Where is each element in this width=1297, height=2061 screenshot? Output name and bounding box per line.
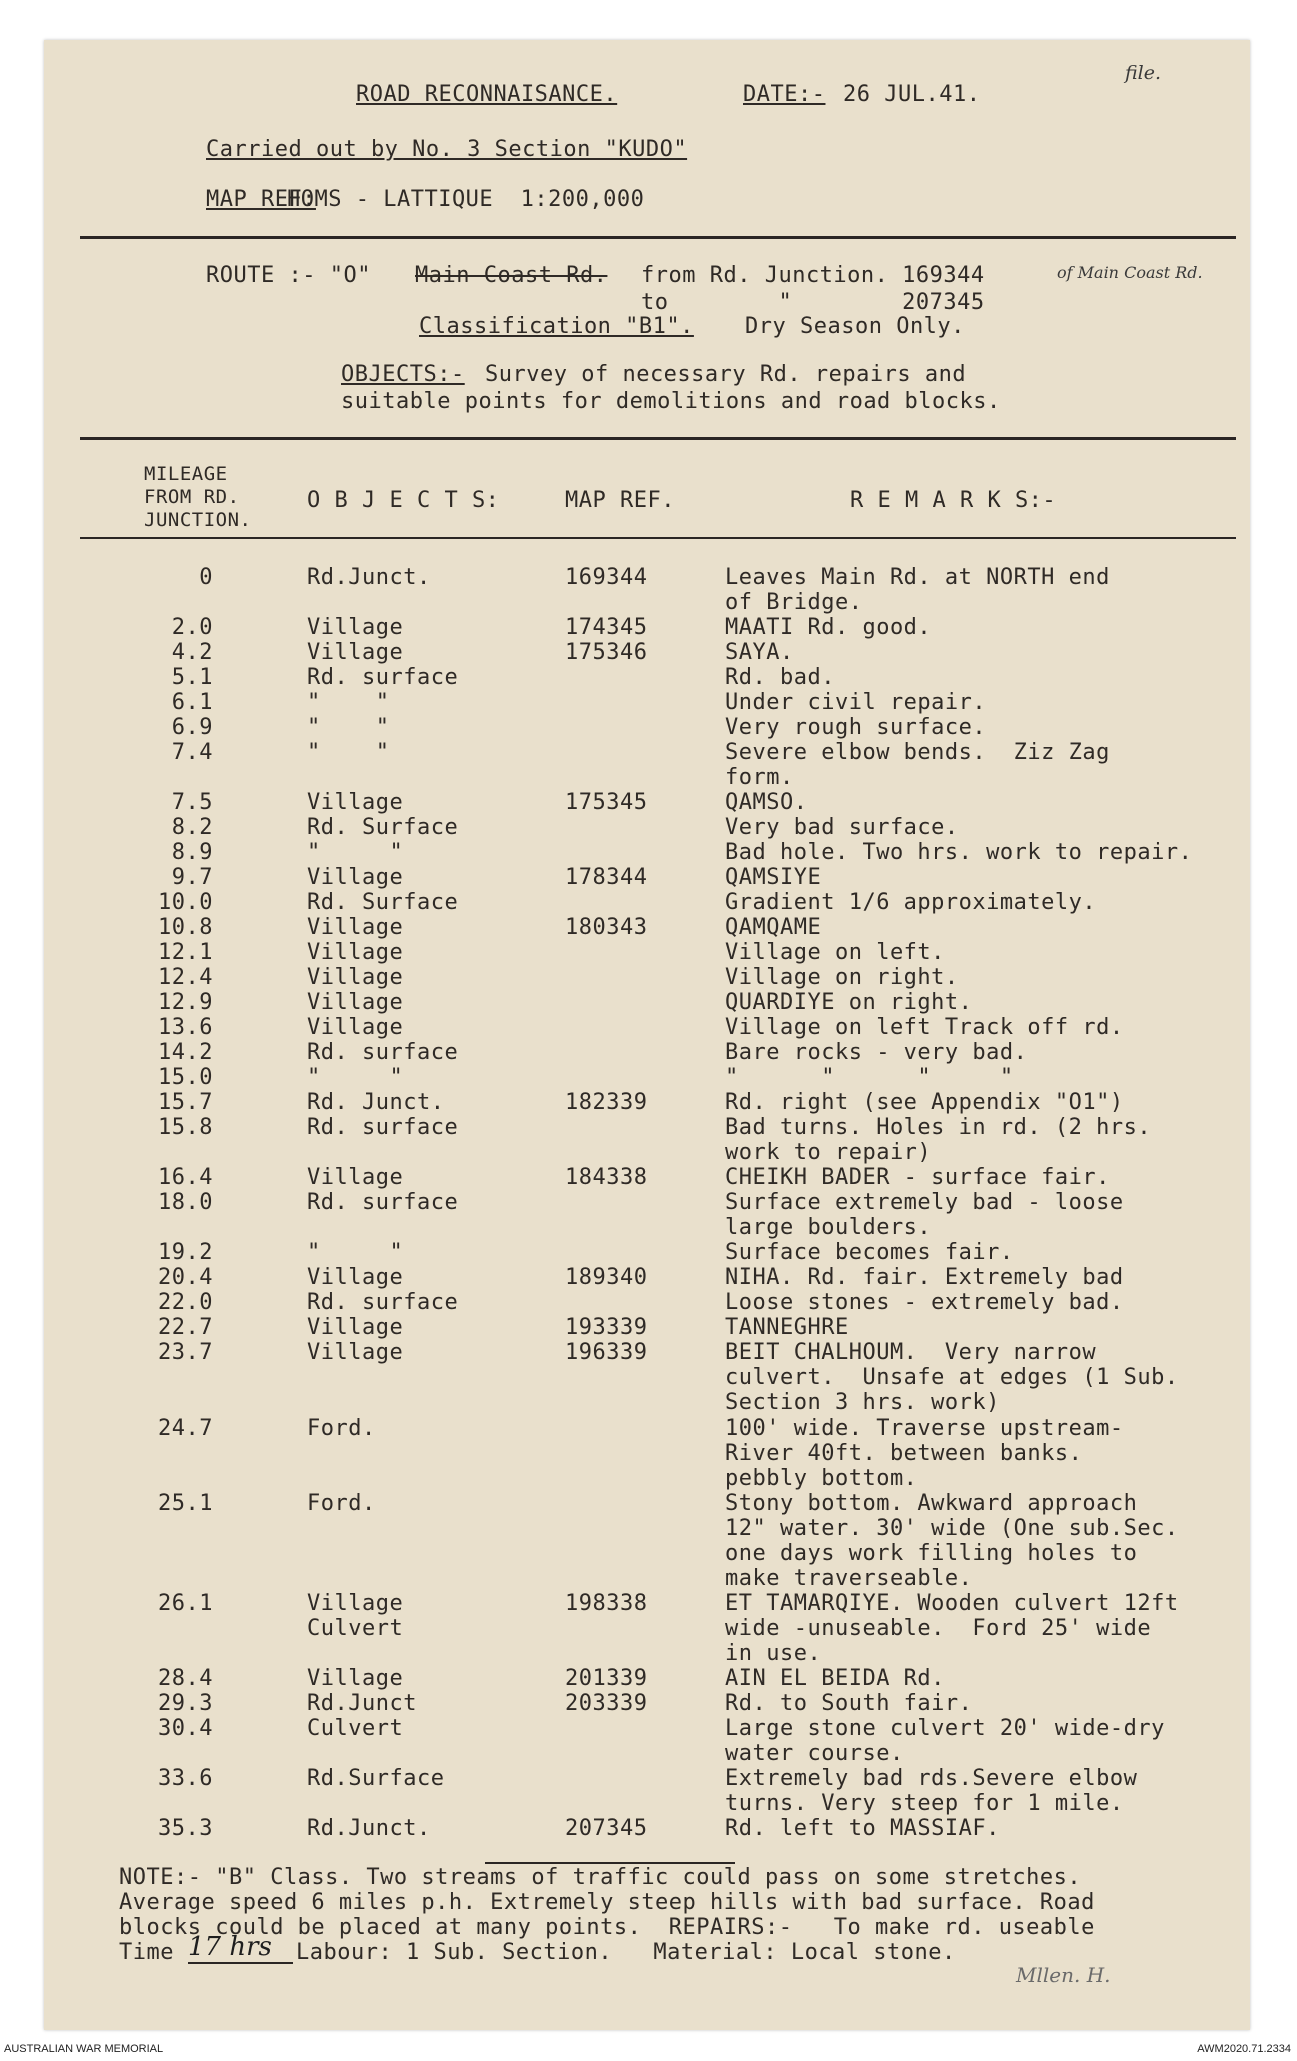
mileage-cell: 8.2 <box>171 815 213 840</box>
map-ref-cell: 203339 <box>565 1691 648 1716</box>
mileage-cell: 23.7 <box>158 1340 213 1365</box>
date-value: 26 JUL.41. <box>843 82 981 107</box>
remarks-cell: MAATI Rd. good. <box>725 615 932 640</box>
mileage-cell: 16.4 <box>158 1165 213 1190</box>
map-ref-cell: 184338 <box>565 1165 648 1190</box>
remarks-cell: Extremely bad rds.Severe elbow turns. Very steep for 1 mile. <box>725 1766 1138 1816</box>
remarks-cell: Bad hole. Two hrs. work to repair. <box>725 840 1193 865</box>
object-cell: Village <box>307 1015 404 1040</box>
remarks-cell: Leaves Main Rd. at NORTH end of Bridge. <box>725 565 1110 615</box>
object-cell: Village <box>307 615 404 640</box>
mileage-cell: 19.2 <box>158 1240 213 1265</box>
object-cell: Village Culvert <box>307 1591 404 1641</box>
route-handwritten-addition: of Main Coast Rd. <box>1057 263 1203 282</box>
remarks-cell: CHEIKH BADER - surface fair. <box>725 1165 1110 1190</box>
col-header-objects: O B J E C T S: <box>307 488 500 513</box>
map-ref-cell: 174345 <box>565 615 648 640</box>
mileage-cell: 7.5 <box>171 790 213 815</box>
object-cell: " " <box>307 690 390 715</box>
route-to: to " 207345 <box>641 290 985 315</box>
remarks-cell: Severe elbow bends. Ziz Zag form. <box>725 740 1110 790</box>
remarks-cell: NIHA. Rd. fair. Extremely bad <box>725 1265 1124 1290</box>
note-line-1: NOTE:- "B" Class. Two streams of traffic could pass on some stretches. <box>119 1865 1082 1890</box>
remarks-cell: Surface extremely bad - loose large boulders. <box>725 1190 1124 1240</box>
mileage-cell: 24.7 <box>158 1416 213 1441</box>
mileage-cell: 8.9 <box>171 840 213 865</box>
mileage-cell: 9.7 <box>171 865 213 890</box>
mileage-cell: 12.4 <box>158 965 213 990</box>
mileage-cell: 15.8 <box>158 1115 213 1140</box>
mileage-cell: 25.1 <box>158 1491 213 1516</box>
map-ref-cell: 182339 <box>565 1090 648 1115</box>
object-cell: Rd. surface <box>307 1190 459 1215</box>
signature: Mllen. H. <box>1016 1963 1111 1987</box>
mileage-cell: 0 <box>199 565 213 590</box>
mileage-cell: 14.2 <box>158 1040 213 1065</box>
objects-line-2: suitable points for demolitions and road blocks. <box>341 389 1001 414</box>
mileage-cell: 6.1 <box>171 690 213 715</box>
remarks-cell: BEIT CHALHOUM. Very narrow culvert. Unsafe at edges (1 Sub. Section 3 hrs. work) <box>725 1340 1179 1415</box>
object-cell: Culvert <box>307 1716 404 1741</box>
remarks-cell: Stony bottom. Awkward approach 12" water. 30' wide (One sub.Sec. one days work filling holes to make traverseable. <box>725 1491 1179 1591</box>
footer-accession: AWM2020.71.2334 <box>1197 2043 1291 2055</box>
handwritten-time: 17 hrs <box>188 1932 293 1964</box>
remarks-cell: Rd. right (see Appendix "O1") <box>725 1090 1124 1115</box>
object-cell: Rd.Junct. <box>307 565 431 590</box>
map-ref-label: MAP REF: <box>206 187 316 212</box>
mileage-cell: 10.0 <box>158 890 213 915</box>
map-ref-cell: 175345 <box>565 790 648 815</box>
objects-line-1: Survey of necessary Rd. repairs and <box>485 362 967 387</box>
col-header-remarks: R E M A R K S:- <box>850 488 1057 513</box>
remarks-cell: ET TAMARQIYE. Wooden culvert 12ft wide -unuseable. Ford 25' wide in use. <box>725 1591 1179 1666</box>
col-header-map-ref: MAP REF. <box>565 488 675 513</box>
mileage-cell: 28.4 <box>158 1666 213 1691</box>
remarks-cell: QAMSO. <box>725 790 808 815</box>
mileage-cell: 20.4 <box>158 1265 213 1290</box>
mileage-cell: 29.3 <box>158 1691 213 1716</box>
object-cell: Rd. surface <box>307 1290 459 1315</box>
object-cell: " " <box>307 1065 404 1090</box>
mileage-cell: 18.0 <box>158 1190 213 1215</box>
remarks-cell: " " " " <box>725 1065 1014 1090</box>
object-cell: Village <box>307 915 404 940</box>
object-cell: Village <box>307 990 404 1015</box>
route-season: Dry Season Only. <box>745 314 965 339</box>
mileage-cell: 2.0 <box>171 615 213 640</box>
mileage-cell: 15.0 <box>158 1065 213 1090</box>
divider-bottom <box>485 1862 735 1864</box>
note-line-4-time: Time <box>119 1940 174 1965</box>
object-cell: Rd. Junct. <box>307 1090 445 1115</box>
object-cell: Rd. surface <box>307 1040 459 1065</box>
remarks-cell: 100' wide. Traverse upstream- River 40ft. between banks. pebbly bottom. <box>725 1416 1124 1491</box>
object-cell: Village <box>307 790 404 815</box>
object-cell: " " <box>307 715 390 740</box>
map-ref-cell: 178344 <box>565 865 648 890</box>
mileage-cell: 30.4 <box>158 1716 213 1741</box>
mileage-cell: 7.4 <box>171 740 213 765</box>
object-cell: " " <box>307 840 404 865</box>
mileage-cell: 22.0 <box>158 1290 213 1315</box>
map-ref-cell: 169344 <box>565 565 648 590</box>
object-cell: Ford. <box>307 1416 376 1441</box>
object-cell: Village <box>307 1340 404 1365</box>
remarks-cell: Village on right. <box>725 965 959 990</box>
remarks-cell: Very rough surface. <box>725 715 987 740</box>
object-cell: Rd.Junct. <box>307 1816 431 1841</box>
object-cell: Rd.Surface <box>307 1766 445 1791</box>
footer-archive: AUSTRALIAN WAR MEMORIAL <box>4 2043 164 2055</box>
object-cell: Village <box>307 865 404 890</box>
object-cell: Village <box>307 1165 404 1190</box>
remarks-cell: Surface becomes fair. <box>725 1240 1014 1265</box>
object-cell: Village <box>307 640 404 665</box>
route-from: from Rd. Junction. 169344 <box>641 263 985 288</box>
route-label: ROUTE :- "O" <box>206 263 371 288</box>
remarks-cell: Gradient 1/6 approximately. <box>725 890 1097 915</box>
map-ref-cell: 196339 <box>565 1340 648 1365</box>
col-header-mileage: MILEAGE FROM RD. JUNCTION. <box>144 463 252 531</box>
mileage-cell: 12.9 <box>158 990 213 1015</box>
object-cell: Rd. Surface <box>307 890 459 915</box>
remarks-cell: Rd. bad. <box>725 665 835 690</box>
remarks-cell: QAMQAME <box>725 915 822 940</box>
remarks-cell: SAYA. <box>725 640 794 665</box>
map-ref-cell: 193339 <box>565 1315 648 1340</box>
remarks-cell: Large stone culvert 20' wide-dry water course. <box>725 1716 1165 1766</box>
remarks-cell: Rd. to South fair. <box>725 1691 973 1716</box>
remarks-cell: Under civil repair. <box>725 690 987 715</box>
object-cell: Village <box>307 965 404 990</box>
object-cell: Ford. <box>307 1491 376 1516</box>
note-line-3: blocks could be placed at many points. REPAIRS:- To make rd. useable <box>119 1915 1095 1940</box>
file-annotation: file. <box>1125 62 1162 84</box>
document-title: ROAD RECONNAISANCE. <box>356 82 618 107</box>
map-ref-cell: 180343 <box>565 915 648 940</box>
objects-label: OBJECTS:- <box>341 362 465 387</box>
note-line-2: Average speed 6 miles p.h. Extremely steep hills with bad surface. Road <box>119 1890 1095 1915</box>
carried-out-line: Carried out by No. 3 Section "KUDO" <box>206 137 688 162</box>
map-ref-cell: 207345 <box>565 1816 648 1841</box>
object-cell: Rd.Junct <box>307 1691 417 1716</box>
route-struck-text: Main Coast Rd. <box>415 263 608 288</box>
mileage-cell: 12.1 <box>158 940 213 965</box>
object-cell: " " <box>307 740 390 765</box>
remarks-cell: TANNEGHRE <box>725 1315 849 1340</box>
map-ref-cell: 198338 <box>565 1591 648 1616</box>
object-cell: Rd. Surface <box>307 815 459 840</box>
mileage-cell: 15.7 <box>158 1090 213 1115</box>
mileage-cell: 26.1 <box>158 1591 213 1616</box>
object-cell: Village <box>307 1666 404 1691</box>
map-ref-cell: 189340 <box>565 1265 648 1290</box>
object-cell: Rd. surface <box>307 665 459 690</box>
mileage-cell: 5.1 <box>171 665 213 690</box>
remarks-cell: Bare rocks - very bad. <box>725 1040 1028 1065</box>
object-cell: " " <box>307 1240 404 1265</box>
mileage-cell: 33.6 <box>158 1766 213 1791</box>
remarks-cell: Bad turns. Holes in rd. (2 hrs. work to repair) <box>725 1115 1152 1165</box>
remarks-cell: Very bad surface. <box>725 815 959 840</box>
route-classification: Classification "B1". <box>419 314 694 339</box>
remarks-cell: Loose stones - extremely bad. <box>725 1290 1124 1315</box>
object-cell: Village <box>307 1315 404 1340</box>
mileage-cell: 6.9 <box>171 715 213 740</box>
map-ref-value: HOMS - LATTIQUE 1:200,000 <box>287 187 645 212</box>
date-label: DATE:- <box>743 82 826 107</box>
remarks-cell: Village on left Track off rd. <box>725 1015 1124 1040</box>
mileage-cell: 13.6 <box>158 1015 213 1040</box>
map-ref-cell: 175346 <box>565 640 648 665</box>
remarks-cell: Village on left. <box>725 940 945 965</box>
remarks-cell: Rd. left to MASSIAF. <box>725 1816 1000 1841</box>
object-cell: Village <box>307 940 404 965</box>
remarks-cell: QAMSIYE <box>725 865 822 890</box>
remarks-cell: AIN EL BEIDA Rd. <box>725 1666 945 1691</box>
mileage-cell: 35.3 <box>158 1816 213 1841</box>
note-line-4-rest: Labour: 1 Sub. Section. Material: Local stone. <box>296 1940 956 1965</box>
map-ref-cell: 201339 <box>565 1666 648 1691</box>
remarks-cell: QUARDIYE on right. <box>725 990 973 1015</box>
object-cell: Village <box>307 1265 404 1290</box>
object-cell: Rd. surface <box>307 1115 459 1140</box>
mileage-cell: 4.2 <box>171 640 213 665</box>
mileage-cell: 10.8 <box>158 915 213 940</box>
mileage-cell: 22.7 <box>158 1315 213 1340</box>
